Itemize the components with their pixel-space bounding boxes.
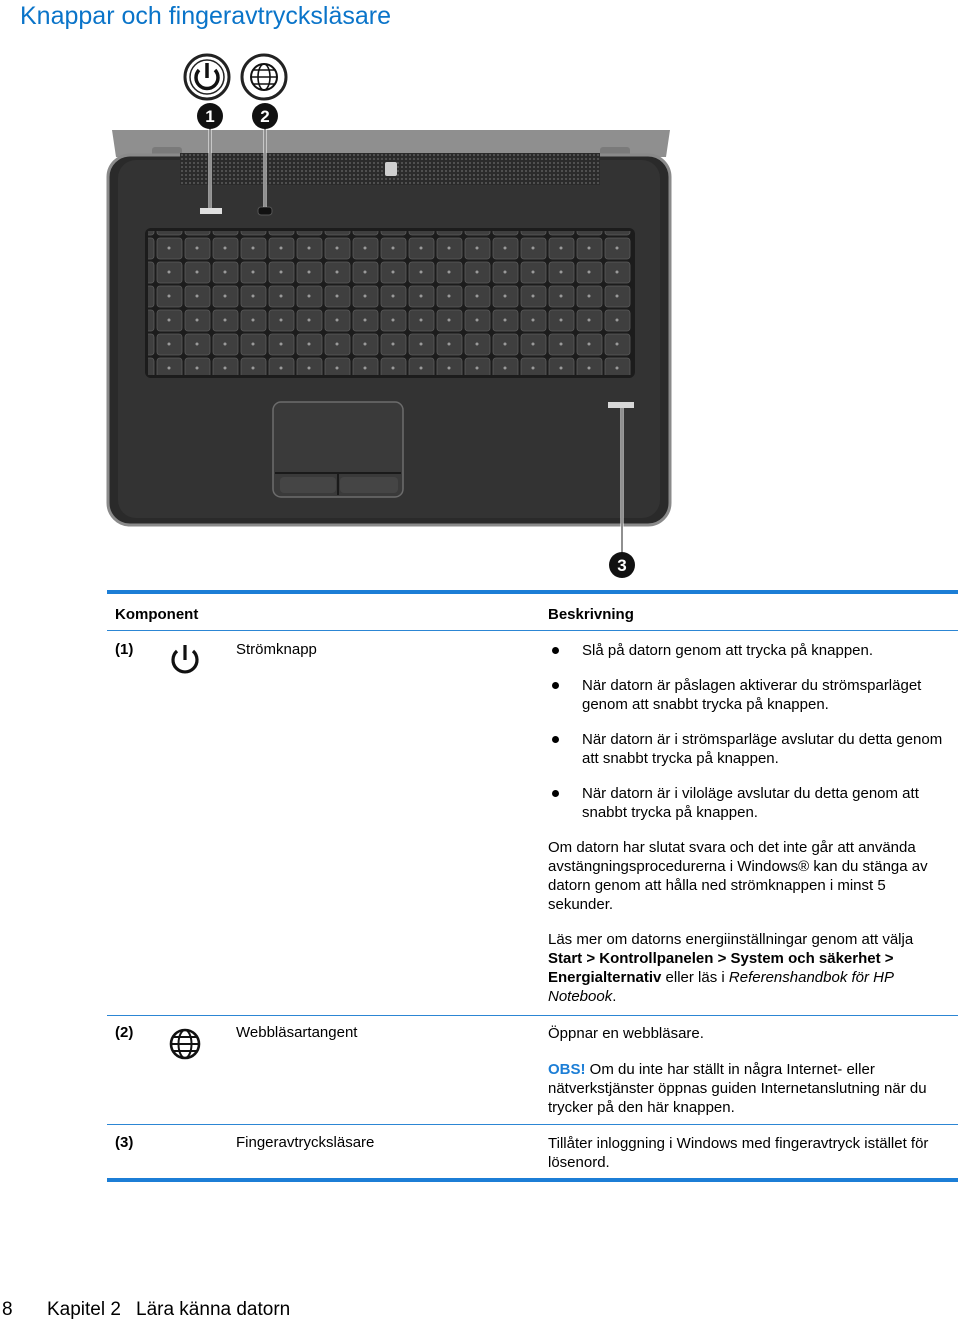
bullet-item: Slå på datorn genom att trycka på knappen. — [548, 641, 948, 660]
globe-icon — [167, 1026, 203, 1062]
description-text: Öppnar en webbläsare. — [548, 1025, 704, 1042]
note-text: Om du inte har ställt in några Internet- eller nätverkstjänster öppnas guiden Internetanslutning när du trycker på den här knappen. — [548, 1061, 927, 1116]
chapter-label: Kapitel 2 — [47, 1299, 121, 1320]
power-icon — [185, 55, 229, 99]
table-row — [107, 631, 958, 1015]
note — [548, 1060, 948, 1117]
svg-text:3: 3 — [617, 556, 627, 575]
laptop-figure — [100, 45, 700, 585]
callout-3 — [609, 552, 635, 578]
text: Läs mer om datorns energiinställningar genom att välja — [548, 931, 914, 948]
page-number: 8 — [2, 1299, 13, 1320]
reference-guide: Referenshandbok för HP Notebook — [548, 969, 894, 1005]
row-number: (2) — [115, 1024, 134, 1041]
bullet-item: När datorn är påslagen aktiverar du strömsparläget genom att snabbt trycka på knappen. — [548, 676, 948, 714]
table-row — [107, 1016, 958, 1124]
page-title: Knappar och fingeravtrycksläsare — [20, 2, 392, 30]
svg-text:1: 1 — [205, 107, 215, 126]
row-number: (3) — [115, 1134, 134, 1151]
power-icon — [167, 642, 203, 678]
text: . — [612, 988, 617, 1005]
row-number: (1) — [115, 641, 134, 658]
component-name: Fingeravtrycksläsare — [236, 1134, 375, 1151]
text: eller läs i — [665, 969, 725, 986]
description — [548, 1134, 948, 1172]
menu-path: Start > Kontrollpanelen > System och säkerhet > Energialternativ — [548, 950, 894, 986]
note-label: OBS! — [548, 1061, 586, 1078]
description-text: Tillåter inloggning i Windows med fingeravtryck istället för lösenord. — [548, 1135, 929, 1171]
component-name: Webbläsartangent — [236, 1024, 358, 1041]
callout-1 — [197, 103, 223, 129]
description — [548, 1024, 948, 1117]
header-description: Beskrivning — [548, 606, 634, 623]
svg-text:2: 2 — [260, 107, 270, 126]
table-header — [107, 594, 958, 630]
table-bottom-rule — [107, 1178, 958, 1182]
description — [548, 641, 948, 1022]
chapter-title: Lära känna datorn — [136, 1299, 291, 1320]
component-name: Strömknapp — [236, 641, 317, 658]
component-table — [107, 590, 958, 1182]
description-paragraph: Om datorn har slutat svara och det inte går att använda avstängningsprocedurerna i Windows® kan du stänga av datorn genom att hålla ned strömknappen i minst 5 sekunder. — [548, 839, 928, 913]
bullet-item: När datorn är i viloläge avslutar du detta genom att snabbt trycka på knappen. — [548, 784, 948, 822]
globe-icon — [242, 55, 286, 99]
description-paragraph — [548, 930, 948, 1006]
header-component: Komponent — [115, 606, 199, 623]
bullet-item: När datorn är i strömsparläge avslutar du detta genom att snabbt trycka på knappen. — [548, 730, 948, 768]
table-row — [107, 1125, 958, 1178]
callout-2 — [252, 103, 278, 129]
